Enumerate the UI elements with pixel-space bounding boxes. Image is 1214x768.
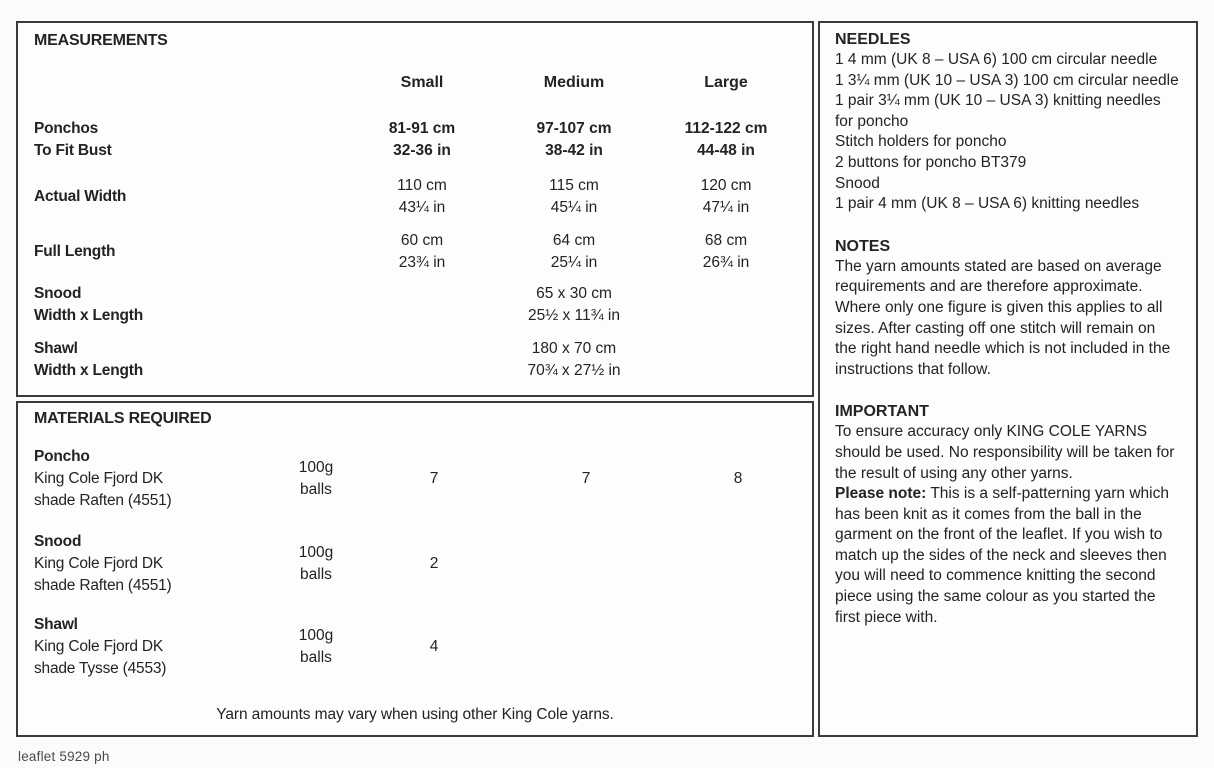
table-row-shawl	[18, 338, 812, 382]
please-note-body: This is a self-patterning yarn which has been knit as it comes from the ball in the garment on the front of the leaflet. If you wish to match up the sides of the neck and sleeves then you will need to commence knitting the second piece using the same colour as you started the first piece with.	[835, 485, 1169, 626]
yarn-variation-note: Yarn amounts may vary when using other King Cole yarns.	[216, 706, 614, 723]
row-label: Full Length	[34, 243, 116, 260]
notes-title: NOTES	[835, 237, 891, 255]
unit-label: 100g balls	[298, 459, 334, 498]
qty-small: 4	[429, 638, 439, 655]
table-row-snood	[18, 283, 812, 327]
important-section	[835, 401, 1181, 628]
qty-medium: 7	[581, 470, 591, 487]
needles-item: 1 4 mm (UK 8 – USA 6) 100 cm circular needle	[835, 51, 1158, 68]
value-small: 110 cm 43¼ in	[397, 177, 447, 216]
important-note	[835, 484, 1181, 628]
unit-label: 100g balls	[298, 544, 334, 583]
value-large: 120 cm 47¼ in	[700, 177, 752, 216]
value-large: 112-122 cm 44-48 in	[684, 120, 768, 159]
needles-item: 1 pair 4 mm (UK 8 – USA 6) knitting needles	[835, 195, 1140, 213]
row-label: Shawl Width x Length	[34, 340, 143, 379]
needles-title: NEEDLES	[835, 31, 911, 48]
value-all-sizes: 180 x 70 cm 70¾ x 27½ in	[527, 340, 621, 379]
needles-item: 1 3¼ mm (UK 10 – USA 3) 100 cm circular needle	[835, 71, 1179, 89]
qty-small: 7	[429, 470, 439, 487]
materials-title: MATERIALS REQUIRED	[34, 410, 212, 427]
material-row-poncho	[18, 446, 812, 512]
value-small: 81-91 cm 32-36 in	[388, 120, 456, 159]
value-large: 68 cm 26¾ in	[702, 232, 750, 271]
table-row-to-fit-bust	[18, 118, 812, 162]
size-header-large: Large	[704, 74, 748, 91]
row-label: Snood Width x Length	[34, 285, 143, 324]
yarn-description: Shawl King Cole Fjord DK shade Tysse (4553)	[34, 616, 167, 677]
materials-panel	[16, 401, 814, 737]
value-medium: 64 cm 25¼ in	[550, 232, 598, 271]
row-label: Ponchos To Fit Bust	[34, 120, 112, 159]
row-label: Actual Width	[34, 188, 127, 205]
qty-small: 2	[429, 555, 439, 572]
important-body: To ensure accuracy only KING COLE YARNS should be used. No responsibility will be taken for the result of using any other yarns.	[835, 423, 1175, 482]
size-header-spacer	[34, 72, 346, 94]
important-title: IMPORTANT	[835, 403, 929, 421]
please-note-label: Please note:	[835, 485, 927, 503]
needles-item: Stitch holders for poncho	[835, 133, 1007, 151]
needles-item: 1 pair 3¼ mm (UK 10 – USA 3) knitting needles for poncho	[835, 92, 1161, 130]
needles-section	[835, 29, 1181, 215]
yarn-description: Poncho King Cole Fjord DK shade Raften (4551)	[34, 448, 172, 509]
notes-body: The yarn amounts stated are based on average requirements and are therefore approximate. Where only one figure is given this applies to all sizes. After casting off one stitch will remain on the right hand needle which is not included in the instructions that follow.	[835, 257, 1171, 378]
table-row-full-length	[18, 230, 812, 274]
value-medium: 115 cm 45¼ in	[549, 177, 599, 216]
yarn-description: Snood King Cole Fjord DK shade Raften (4551)	[34, 533, 172, 594]
size-header-small: Small	[400, 74, 444, 91]
needles-item: Snood	[835, 174, 880, 192]
qty-large: 8	[733, 470, 743, 487]
value-small: 60 cm 23¾ in	[398, 232, 446, 271]
unit-label: 100g balls	[298, 627, 334, 666]
notes-section	[835, 236, 1181, 381]
value-all-sizes: 65 x 30 cm 25½ x 11¾ in	[528, 285, 620, 324]
leaflet-number: leaflet 5929 ph	[18, 749, 110, 764]
material-row-shawl	[18, 614, 812, 680]
size-header-row	[18, 72, 812, 94]
measurements-panel	[16, 21, 814, 397]
value-medium: 97-107 cm 38-42 in	[536, 120, 612, 159]
measurements-title: MEASUREMENTS	[34, 32, 168, 49]
material-row-snood	[18, 531, 812, 597]
table-row-actual-width	[18, 175, 812, 219]
size-header-medium: Medium	[543, 74, 605, 91]
info-panel	[818, 21, 1198, 737]
needles-item: 2 buttons for poncho BT379	[835, 153, 1027, 171]
